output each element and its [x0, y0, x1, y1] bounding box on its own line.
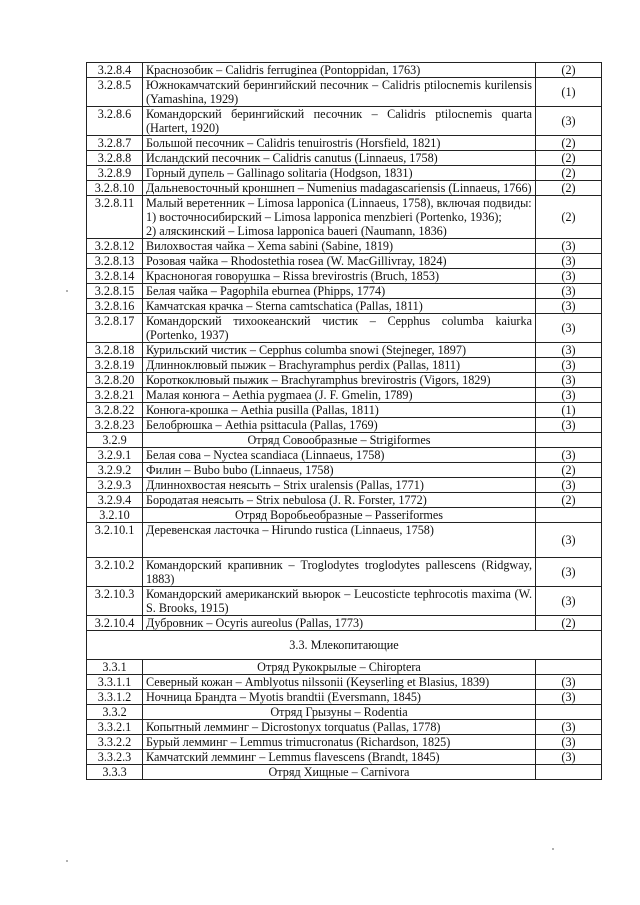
status-category: (3) — [536, 343, 602, 358]
status-category: (3) — [536, 587, 602, 616]
table-row — [87, 418, 602, 433]
species-name-line: Длиннохвостая неясыть – Strix uralensis (Pallas, 1771) — [146, 478, 424, 492]
status-category: (2) — [536, 136, 602, 151]
species-name — [143, 493, 536, 508]
row-number: 3.3.1 — [87, 660, 143, 675]
species-name — [143, 373, 536, 388]
order-row — [87, 433, 602, 448]
species-name-line: Длинноклювый пыжик – Brachyramphus perdix (Pallas, 1811) — [146, 358, 461, 372]
species-name-line: Северный кожан – Amblyotus nilssonii (Keyserling et Blasius, 1839) — [146, 675, 490, 689]
species-name — [143, 523, 536, 558]
species-name-line: Краснозобик – Calidris ferruginea (Pontoppidan, 1763) — [146, 63, 421, 77]
species-name-line: Белая чайка – Pagophila eburnea (Phipps, 1774) — [146, 284, 386, 298]
species-name — [143, 78, 536, 107]
status-category: (3) — [536, 299, 602, 314]
row-number: 3.2.8.17 — [87, 314, 143, 343]
status-category — [536, 705, 602, 720]
row-number: 3.2.8.5 — [87, 78, 143, 107]
row-number: 3.2.10.3 — [87, 587, 143, 616]
table-row — [87, 448, 602, 463]
status-category: (2) — [536, 181, 602, 196]
species-name-line: Белая сова – Nyctea scandiaca (Linnaeus, 1758) — [146, 448, 385, 462]
table-row — [87, 735, 602, 750]
row-number: 3.2.9 — [87, 433, 143, 448]
species-table-body — [87, 63, 602, 780]
species-name — [143, 735, 536, 750]
table-row — [87, 107, 602, 136]
row-number: 3.2.8.14 — [87, 269, 143, 284]
table-row — [87, 63, 602, 78]
species-name-line: Отряд Воробьеобразные – Passeriformes — [234, 508, 444, 522]
species-name-line: Ночница Брандта – Myotis brandtii (Eversmann, 1845) — [146, 690, 421, 704]
species-name — [143, 254, 536, 269]
status-category: (3) — [536, 478, 602, 493]
species-name — [143, 388, 536, 403]
species-name — [143, 107, 536, 136]
row-number: 3.3.2 — [87, 705, 143, 720]
table-row — [87, 299, 602, 314]
order-row — [87, 705, 602, 720]
status-category: (3) — [536, 750, 602, 765]
species-name-line: Исландский песочник – Calidris canutus (Linnaeus, 1758) — [146, 151, 438, 165]
row-number: 3.3.3 — [87, 765, 143, 780]
species-name-line: Короткоклювый пыжик – Brachyramphus brevirostris (Vigors, 1829) — [146, 373, 491, 387]
status-category: (3) — [536, 675, 602, 690]
row-number: 3.2.9.2 — [87, 463, 143, 478]
document-page — [86, 62, 601, 780]
row-number: 3.3.1.1 — [87, 675, 143, 690]
status-category: (2) — [536, 463, 602, 478]
row-number: 3.2.9.1 — [87, 448, 143, 463]
table-row — [87, 151, 602, 166]
status-category — [536, 660, 602, 675]
row-number: 3.2.8.23 — [87, 418, 143, 433]
row-number: 3.2.10.4 — [87, 616, 143, 631]
species-name-line: Южнокамчатский берингийский песочник – Calidris ptilocnemis kurilensis (Yamashina, 1929) — [146, 78, 532, 106]
species-name — [143, 660, 536, 675]
species-table — [86, 62, 602, 780]
species-name — [143, 358, 536, 373]
species-name — [143, 587, 536, 616]
status-category: (3) — [536, 358, 602, 373]
section-heading-row — [87, 631, 602, 660]
table-row — [87, 136, 602, 151]
species-name — [143, 343, 536, 358]
row-number: 3.2.8.20 — [87, 373, 143, 388]
table-row — [87, 166, 602, 181]
table-row — [87, 616, 602, 631]
species-name — [143, 720, 536, 735]
species-name — [143, 690, 536, 705]
status-category: (3) — [536, 284, 602, 299]
status-category: (2) — [536, 493, 602, 508]
table-row — [87, 284, 602, 299]
species-name — [143, 403, 536, 418]
species-name-line: Дубровник – Ocyris aureolus (Pallas, 1773) — [146, 616, 364, 630]
species-name-line: Малый веретенник – Limosa lapponica (Linnaeus, 1758), включая подвиды: — [146, 196, 532, 210]
status-category: (3) — [536, 373, 602, 388]
row-number: 3.2.10.2 — [87, 558, 143, 587]
status-category: (1) — [536, 78, 602, 107]
table-row — [87, 388, 602, 403]
scan-speck — [66, 290, 68, 292]
row-number: 3.2.8.10 — [87, 181, 143, 196]
species-name — [143, 181, 536, 196]
row-number: 3.2.8.18 — [87, 343, 143, 358]
row-number: 3.2.9.4 — [87, 493, 143, 508]
species-name — [143, 151, 536, 166]
status-category: (3) — [536, 523, 602, 558]
status-category — [536, 508, 602, 523]
status-category: (3) — [536, 254, 602, 269]
status-category: (3) — [536, 690, 602, 705]
table-row — [87, 254, 602, 269]
species-name-line: Бурый лемминг – Lemmus trimucronatus (Richardson, 1825) — [146, 735, 451, 749]
status-category — [536, 765, 602, 780]
table-row — [87, 403, 602, 418]
species-name-line: Горный дупель – Gallinago solitaria (Hodgson, 1831) — [146, 166, 413, 180]
table-row — [87, 750, 602, 765]
table-row — [87, 239, 602, 254]
scan-speck — [66, 860, 68, 862]
species-name-line: Деревенская ласточка – Hirundo rustica (Linnaeus, 1758) — [146, 523, 434, 537]
species-name-line: Командорский американский вьюрок – Leucosticte tephrocotis maxima (W. S. Brooks, 1915) — [146, 587, 532, 615]
order-row — [87, 765, 602, 780]
row-number: 3.2.8.8 — [87, 151, 143, 166]
status-category: (3) — [536, 720, 602, 735]
table-row — [87, 269, 602, 284]
row-number: 3.2.8.7 — [87, 136, 143, 151]
row-number: 3.2.8.9 — [87, 166, 143, 181]
species-name — [143, 63, 536, 78]
species-name — [143, 750, 536, 765]
species-name-line: Отряд Грызуны – Rodentia — [270, 705, 408, 719]
species-name — [143, 299, 536, 314]
row-number: 3.2.8.11 — [87, 196, 143, 239]
table-row — [87, 181, 602, 196]
table-row — [87, 358, 602, 373]
species-name-line: Вилохвостая чайка – Xema sabini (Sabine, 1819) — [146, 239, 394, 253]
species-name-line: Белобрюшка – Aethia psittacula (Pallas, 1769) — [146, 418, 378, 432]
species-name-line: Красноногая говорушка – Rissa brevirostris (Bruch, 1853) — [146, 269, 440, 283]
species-name-line: Отряд Совообразные – Strigiformes — [247, 433, 431, 447]
status-category: (3) — [536, 448, 602, 463]
table-row — [87, 196, 602, 239]
order-row — [87, 508, 602, 523]
species-name — [143, 433, 536, 448]
row-number: 3.2.9.3 — [87, 478, 143, 493]
scan-speck — [552, 848, 554, 850]
species-name — [143, 284, 536, 299]
table-row — [87, 343, 602, 358]
species-name-line: Большой песочник – Calidris tenuirostris (Horsfield, 1821) — [146, 136, 441, 150]
table-row — [87, 558, 602, 587]
status-category: (3) — [536, 418, 602, 433]
status-category: (2) — [536, 63, 602, 78]
section-title: 3.3. Млекопитающие — [87, 631, 602, 660]
species-name-line: Розовая чайка – Rhodostethia rosea (W. MacGillivray, 1824) — [146, 254, 447, 268]
status-category: (3) — [536, 558, 602, 587]
table-row — [87, 587, 602, 616]
row-number: 3.2.8.6 — [87, 107, 143, 136]
species-name-line: Филин – Bubo bubo (Linnaeus, 1758) — [146, 463, 334, 477]
species-name — [143, 705, 536, 720]
table-row — [87, 720, 602, 735]
species-name — [143, 508, 536, 523]
table-row — [87, 78, 602, 107]
species-name-line: Командорский берингийский песочник – Calidris ptilocnemis quarta (Hartert, 1920) — [146, 107, 532, 135]
species-name — [143, 448, 536, 463]
species-name-line: 1) восточносибирский – Limosa lapponica menzbieri (Portenko, 1936); — [146, 210, 502, 224]
status-category: (2) — [536, 616, 602, 631]
row-number: 3.3.2.2 — [87, 735, 143, 750]
species-name-line: Конюга-крошка – Aethia pusilla (Pallas, 1811) — [146, 403, 379, 417]
species-name-line: Курильский чистик – Cepphus columba snowi (Stejneger, 1897) — [146, 343, 467, 357]
status-category: (3) — [536, 735, 602, 750]
species-name — [143, 166, 536, 181]
species-name — [143, 765, 536, 780]
species-name — [143, 136, 536, 151]
status-category: (2) — [536, 166, 602, 181]
species-name-line: Бородатая неясыть – Strix nebulosa (J. R. Forster, 1772) — [146, 493, 427, 507]
species-name-line: Отряд Хищные – Carnivora — [268, 765, 410, 779]
status-category — [536, 433, 602, 448]
species-name — [143, 616, 536, 631]
species-name-line: Малая конюга – Aethia pygmaea (J. F. Gmelin, 1789) — [146, 388, 413, 402]
species-name-line: Копытный лемминг – Dicrostonyx torquatus (Pallas, 1778) — [146, 720, 441, 734]
status-category: (3) — [536, 239, 602, 254]
species-name-line: Камчатский лемминг – Lemmus flavescens (Brandt, 1845) — [146, 750, 440, 764]
table-row — [87, 478, 602, 493]
row-number: 3.2.8.16 — [87, 299, 143, 314]
row-number: 3.2.8.15 — [87, 284, 143, 299]
table-row — [87, 314, 602, 343]
status-category: (2) — [536, 196, 602, 239]
row-number: 3.2.8.19 — [87, 358, 143, 373]
row-number: 3.2.8.22 — [87, 403, 143, 418]
status-category: (2) — [536, 151, 602, 166]
species-name — [143, 478, 536, 493]
species-name-line: Отряд Рукокрылые – Chiroptera — [257, 660, 421, 674]
species-name-line: Командорский тихоокеанский чистик – Cepphus columba kaiurka (Portenko, 1937) — [146, 314, 532, 342]
species-name — [143, 239, 536, 254]
row-number: 3.3.2.1 — [87, 720, 143, 735]
species-name — [143, 463, 536, 478]
species-name-line: Камчатская крачка – Sterna camtschatica (Pallas, 1811) — [146, 299, 423, 313]
table-row — [87, 373, 602, 388]
status-category: (3) — [536, 314, 602, 343]
row-number: 3.3.1.2 — [87, 690, 143, 705]
status-category: (3) — [536, 269, 602, 284]
species-name — [143, 558, 536, 587]
species-name-line: Дальневосточный кроншнеп – Numenius madagascariensis (Linnaeus, 1766) — [146, 181, 532, 195]
status-category: (3) — [536, 107, 602, 136]
row-number: 3.2.10.1 — [87, 523, 143, 558]
row-number: 3.2.8.13 — [87, 254, 143, 269]
table-row — [87, 690, 602, 705]
table-row — [87, 463, 602, 478]
species-name — [143, 418, 536, 433]
table-row — [87, 523, 602, 558]
row-number: 3.2.8.12 — [87, 239, 143, 254]
status-category: (3) — [536, 388, 602, 403]
table-row — [87, 675, 602, 690]
table-row — [87, 493, 602, 508]
species-name-line: 2) аляскинский – Limosa lapponica baueri (Naumann, 1836) — [146, 224, 447, 238]
row-number: 3.2.8.4 — [87, 63, 143, 78]
species-name — [143, 675, 536, 690]
row-number: 3.3.2.3 — [87, 750, 143, 765]
species-name-line: Командорский крапивник – Troglodytes troglodytes pallescens (Ridgway, 1883) — [146, 558, 532, 586]
row-number: 3.2.8.21 — [87, 388, 143, 403]
species-name — [143, 196, 536, 239]
order-row — [87, 660, 602, 675]
species-name — [143, 314, 536, 343]
status-category: (1) — [536, 403, 602, 418]
species-name — [143, 269, 536, 284]
row-number: 3.2.10 — [87, 508, 143, 523]
